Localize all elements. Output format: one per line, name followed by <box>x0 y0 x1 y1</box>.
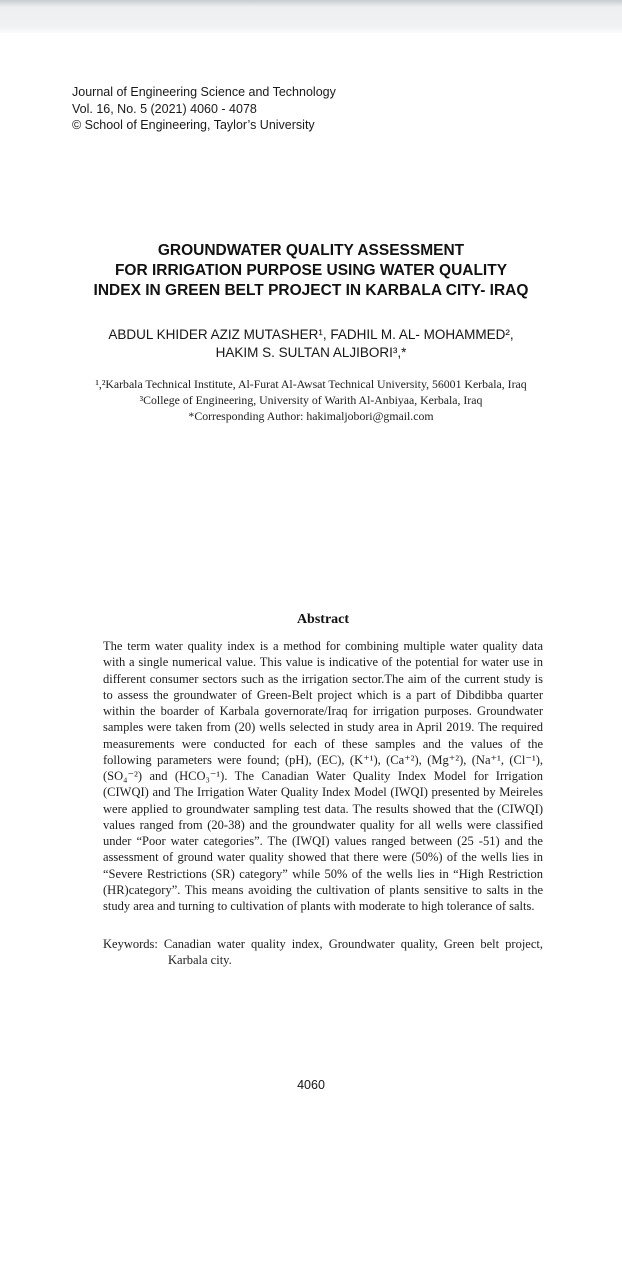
keywords <box>103 936 543 969</box>
title-line-3: INDEX IN GREEN BELT PROJECT IN KARBALA CITY- IRAQ <box>93 282 529 299</box>
author-line-1: ABDUL KHIDER AZIZ MUTASHER¹, FADHIL M. AL- MOHAMMED², <box>108 327 514 342</box>
top-margin-band <box>0 0 622 33</box>
journal-header <box>72 84 336 134</box>
affiliations <box>0 377 622 424</box>
page-number: 4060 <box>297 1078 325 1092</box>
affiliation-line-2: ³College of Engineering, University of Warith Al-Anbiyaa, Kerbala, Iraq <box>139 392 483 407</box>
author-line-2: HAKIM S. SULTAN ALJIBORI³,* <box>215 344 407 360</box>
title-line-2: FOR IRRIGATION PURPOSE USING WATER QUALITY <box>114 262 508 279</box>
keywords-text: Canadian water quality index, Groundwater quality, Green belt project, Karbala city. <box>157 937 543 968</box>
journal-volume: Vol. 16, No. 5 (2021) 4060 - 4078 <box>72 101 257 116</box>
abstract-body: The term water quality index is a method for combining multiple water quality data with a single numerical value. This value is indicative of the potential for water use in different consumer sectors such as the irrigation sector.The aim of the current study is to assess the groundwater of Green-Belt project which is a part of Dibdibba quarter within the boarder of Karbala governorate/Iraq for irrigation purposes. Groundwater samples were taken from (20) wells selected in study area in April 2019. The required measurements were conducted for each of these samples and the values of the following parameters were found; (pH), (EC), (K⁺¹), (Ca⁺²), (Mg⁺²), (Na⁺¹, (Cl⁻¹), (SO₄⁻²) and (HCO₃⁻¹). The Canadian Water Quality Index Model for Irrigation (CIWQI) and The Irrigation Water Quality Index Model (IWQI) presented by Meireles were applied to groundwater sampling test data. The results showed that the (CIWQI) values ranged from (20-38) and the groundwater quality for all wells were classified under “Poor water categories”. The (IWQI) values ranged between (25 -51) and the assessment of ground water quality showed that there were (50%) of the wells lies in “Severe Restrictions (SR) category” while 50% of the wells lies in “High Restriction (HR)category”. This means avoiding the cultivation of plants sensitive to salts in the study area and turning to cultivation of plants with moderate to high tolerance of salts. <box>103 639 543 913</box>
journal-name: Journal of Engineering Science and Technology <box>72 85 336 99</box>
journal-copyright: © School of Engineering, Taylor’s University <box>72 118 315 132</box>
paper-title <box>0 241 622 301</box>
author-list <box>0 326 622 361</box>
corresponding-author-line: *Corresponding Author: hakimaljobori@gmail.com <box>188 408 434 423</box>
abstract-heading: Abstract <box>296 612 350 627</box>
affiliation-line-1: ¹,²Karbala Technical Institute, Al-Furat Al-Awsat Technical University, 56001 Kerbala, Iraq <box>95 377 527 391</box>
keywords-label: Keywords: <box>103 937 158 951</box>
title-line-1: GROUNDWATER QUALITY ASSESSMENT <box>157 242 465 259</box>
